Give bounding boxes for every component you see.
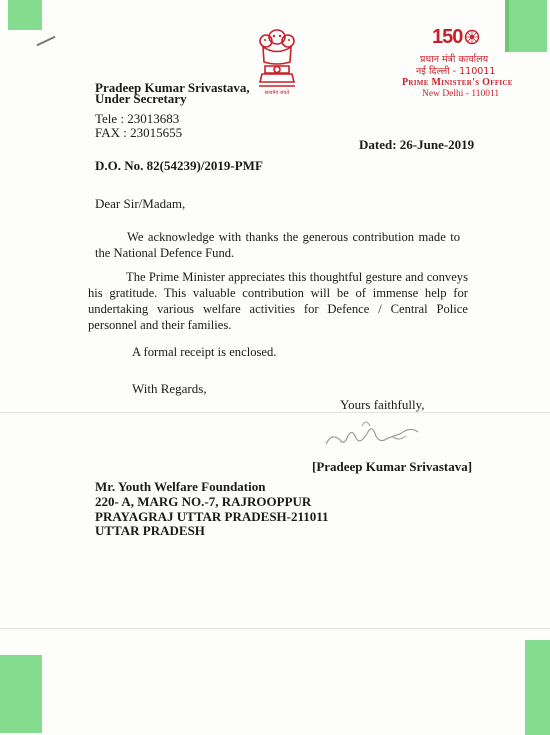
- letter-date: Dated: 26-June-2019: [359, 137, 475, 152]
- logo-number: 150: [432, 26, 463, 48]
- recipient-address-line-2: PRAYAGRAJ UTTAR PRADESH-211011: [95, 509, 329, 524]
- closing: Yours faithfully,: [340, 397, 425, 412]
- fold-crease-lower: [0, 628, 550, 629]
- sender-name: Pradeep Kumar Srivastava,: [95, 80, 250, 95]
- salutation: Dear Sir/Madam,: [95, 196, 186, 211]
- fold-crease-upper: [0, 412, 550, 413]
- sender-fax: FAX : 23015655: [95, 125, 183, 140]
- national-emblem-icon: [254, 26, 300, 104]
- anniversary-logo: [432, 26, 482, 50]
- tape-top-left: [8, 0, 42, 30]
- sender-designation: Under Secretary: [95, 91, 187, 106]
- signatory-name: [Pradeep Kumar Srivastava]: [312, 459, 473, 474]
- regards: With Regards,: [132, 381, 207, 396]
- pen-mark: [37, 36, 56, 46]
- handwritten-signature: [318, 414, 428, 454]
- office-english: Prime Minister's Office: [402, 77, 513, 88]
- recipient-state: UTTAR PRADESH: [95, 523, 205, 538]
- paragraph-appreciation: The Prime Minister appreciates this thoughtful gesture and conveys his gratitude. This valuable contribution will be of immense help for undertaking various welfare activities for Defence / Central Police personnel and their families.: [88, 270, 468, 332]
- emblem-motto: सत्यमेव जयते: [264, 90, 290, 96]
- paragraph-acknowledgement: We acknowledge with thanks the generous contribution made to the National Defence Fund.: [95, 230, 460, 260]
- office-hindi-city: नई दिल्ली - 110011: [416, 66, 496, 77]
- paragraph-receipt: A formal receipt is enclosed.: [132, 345, 277, 359]
- tape-bottom-right: [525, 640, 550, 735]
- tape-top-right: [505, 0, 547, 52]
- recipient-name: Mr. Youth Welfare Foundation: [95, 479, 266, 494]
- do-number: D.O. No. 82(54239)/2019-PMF: [95, 158, 263, 173]
- tape-bottom-left: [0, 655, 42, 733]
- office-english-city: New Delhi - 110011: [422, 89, 500, 99]
- recipient-address-line-1: 220- A, MARG NO.-7, RAJROOPPUR: [95, 494, 312, 509]
- chakra-icon: [464, 29, 480, 45]
- office-hindi: प्रधान मंत्री कार्यालय: [420, 54, 489, 65]
- sender-tele: Tele : 23013683: [95, 111, 180, 126]
